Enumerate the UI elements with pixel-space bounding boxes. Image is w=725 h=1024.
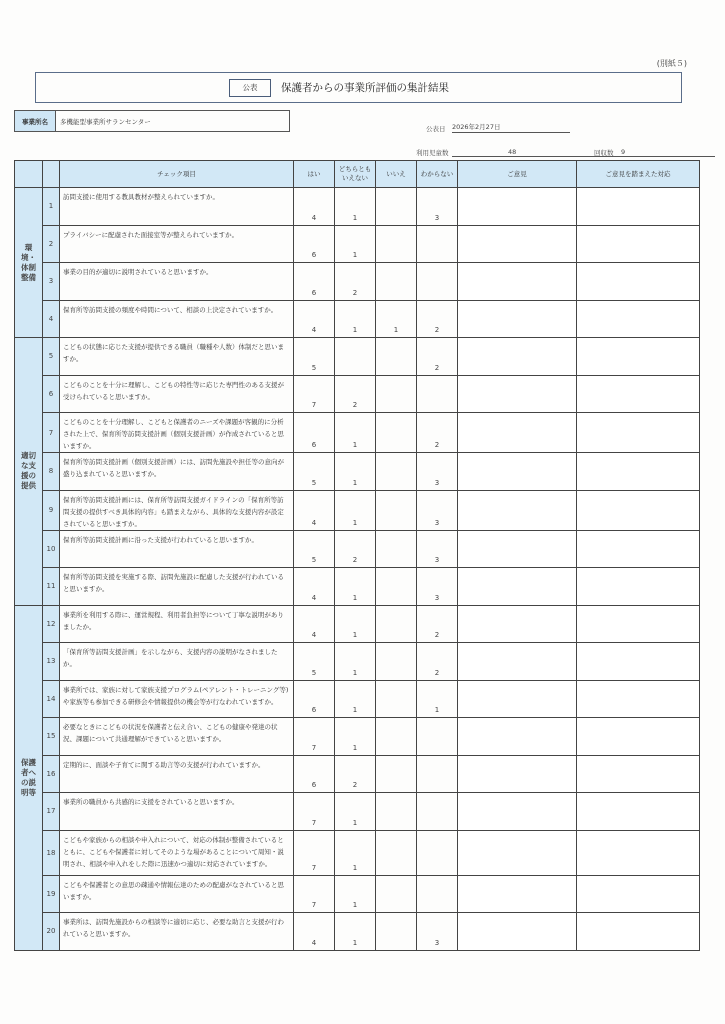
response-cell — [577, 643, 700, 681]
unknown-count — [417, 793, 458, 831]
table-row — [15, 413, 700, 453]
publish-date-value: 2026年2月27日 — [452, 123, 501, 131]
table-row — [15, 875, 700, 913]
response-cell — [577, 338, 700, 376]
row-number: 13 — [43, 643, 60, 681]
table-row — [15, 263, 700, 301]
row-number: 6 — [43, 375, 60, 413]
yes-count: 5 — [294, 530, 335, 568]
unknown-count — [417, 263, 458, 301]
question-text: 事業所では、家族に対して家族支援プログラム(ペアレント・トレーニング等)や家族等も参加できる研修会や情報提供の機会等が行なわれていますか。 — [60, 680, 294, 718]
opinion-cell — [458, 913, 577, 951]
yes-count: 4 — [294, 913, 335, 951]
no-count — [376, 338, 417, 376]
header-unknown: わからない — [417, 161, 458, 188]
opinion-cell — [458, 530, 577, 568]
header-number — [43, 161, 60, 188]
row-number: 20 — [43, 913, 60, 951]
response-cell — [577, 188, 700, 226]
table-row — [15, 375, 700, 413]
table-row — [15, 453, 700, 491]
office-name: 多機能型事業所サランセンター — [60, 117, 151, 126]
question-text: 「保育所等訪問支援計画」を示しながら、支援内容の説明がなされましたか。 — [60, 643, 294, 681]
yes-count: 6 — [294, 413, 335, 453]
neither-count: 2 — [335, 755, 376, 793]
opinion-cell — [458, 875, 577, 913]
opinion-cell — [458, 225, 577, 263]
response-cell — [577, 718, 700, 756]
table-row — [15, 680, 700, 718]
no-count — [376, 568, 417, 606]
opinion-cell — [458, 680, 577, 718]
table-body — [15, 188, 700, 951]
no-count — [376, 605, 417, 643]
unknown-count: 2 — [417, 643, 458, 681]
row-number: 8 — [43, 453, 60, 491]
row-number: 7 — [43, 413, 60, 453]
neither-count: 1 — [335, 188, 376, 226]
row-number: 18 — [43, 830, 60, 875]
neither-count: 1 — [335, 605, 376, 643]
office-box — [14, 110, 290, 132]
row-number: 3 — [43, 263, 60, 301]
no-count — [376, 530, 417, 568]
opinion-cell — [458, 568, 577, 606]
unknown-count — [417, 755, 458, 793]
table-row — [15, 755, 700, 793]
neither-count: 1 — [335, 300, 376, 338]
opinion-cell — [458, 490, 577, 530]
neither-count: 1 — [335, 453, 376, 491]
yes-count: 4 — [294, 188, 335, 226]
neither-count — [335, 338, 376, 376]
row-number: 5 — [43, 338, 60, 376]
response-cell — [577, 530, 700, 568]
unknown-count — [417, 375, 458, 413]
question-text: こどものことを十分理解し、こどもと保護者のニーズや課題が客観的に分析された上で、保育所等訪問支援計画（個別支援計画）が作成されていると思いますか。 — [60, 413, 294, 453]
unknown-count: 3 — [417, 913, 458, 951]
response-cell — [577, 605, 700, 643]
question-text: 保育所等訪問支援計画（個別支援計画）には、訪問先施設や担任等の意向が盛り込まれていると思いますか。 — [60, 453, 294, 491]
unknown-count — [417, 875, 458, 913]
yes-count: 5 — [294, 643, 335, 681]
header-neither: どちらとも いえない — [335, 161, 376, 188]
unknown-count: 2 — [417, 605, 458, 643]
no-count — [376, 755, 417, 793]
neither-count: 1 — [335, 643, 376, 681]
page-title: 保護者からの事業所評価の集計結果 — [281, 82, 449, 94]
neither-count: 1 — [335, 490, 376, 530]
unknown-count: 3 — [417, 188, 458, 226]
row-number: 14 — [43, 680, 60, 718]
category-label: 環境・体制整備 — [15, 188, 43, 338]
neither-count: 1 — [335, 225, 376, 263]
users-value: 48 — [508, 148, 517, 156]
header-yes: はい — [294, 161, 335, 188]
response-cell — [577, 680, 700, 718]
unknown-count: 2 — [417, 338, 458, 376]
no-count — [376, 643, 417, 681]
table-row — [15, 568, 700, 606]
no-count — [376, 830, 417, 875]
row-number: 19 — [43, 875, 60, 913]
unknown-count: 1 — [417, 680, 458, 718]
response-cell — [577, 263, 700, 301]
response-cell — [577, 453, 700, 491]
yes-count: 7 — [294, 793, 335, 831]
question-text: 事業所は、訪問先施設からの相談等に適切に応じ、必要な助言と支援が行われていると思いますか。 — [60, 913, 294, 951]
row-number: 9 — [43, 490, 60, 530]
opinion-cell — [458, 605, 577, 643]
yes-count: 7 — [294, 375, 335, 413]
no-count — [376, 875, 417, 913]
yes-count: 4 — [294, 605, 335, 643]
yes-count: 7 — [294, 830, 335, 875]
response-cell — [577, 793, 700, 831]
table-row — [15, 605, 700, 643]
counts-line — [452, 146, 715, 157]
response-cell — [577, 490, 700, 530]
question-text: 保育所等訪問支援計画には、保育所等訪問支援ガイドラインの「保育所等訪問支援の提供すべき具体的内容」も踏まえながら、具体的な支援内容が設定されていると思いますか。 — [60, 490, 294, 530]
opinion-cell — [458, 413, 577, 453]
row-number: 17 — [43, 793, 60, 831]
responses-label: 回収数 — [594, 149, 614, 157]
question-text: こどものことを十分に理解し、こどもの特性等に応じた専門性のある支援が受けられていると思いますか。 — [60, 375, 294, 413]
yes-count: 6 — [294, 680, 335, 718]
table-row — [15, 643, 700, 681]
opinion-cell — [458, 338, 577, 376]
yes-count: 6 — [294, 225, 335, 263]
publish-date-label: 公表日 — [426, 125, 446, 133]
opinion-cell — [458, 263, 577, 301]
response-cell — [577, 913, 700, 951]
row-number: 12 — [43, 605, 60, 643]
header-opinion: ご意見 — [458, 161, 577, 188]
opinion-cell — [458, 755, 577, 793]
title-box — [35, 72, 682, 103]
no-count — [376, 375, 417, 413]
public-badge: 公表 — [229, 79, 271, 97]
table-row — [15, 338, 700, 376]
table-row — [15, 300, 700, 338]
table-row — [15, 490, 700, 530]
row-number: 10 — [43, 530, 60, 568]
neither-count: 1 — [335, 913, 376, 951]
neither-count: 2 — [335, 263, 376, 301]
table-row — [15, 793, 700, 831]
no-count — [376, 490, 417, 530]
response-cell — [577, 755, 700, 793]
table-header-row — [15, 161, 700, 188]
yes-count: 7 — [294, 718, 335, 756]
table-row — [15, 530, 700, 568]
table-row — [15, 913, 700, 951]
unknown-count: 3 — [417, 568, 458, 606]
opinion-cell — [458, 453, 577, 491]
neither-count: 1 — [335, 568, 376, 606]
yes-count: 4 — [294, 568, 335, 606]
no-count — [376, 225, 417, 263]
no-count — [376, 718, 417, 756]
header-no: いいえ — [376, 161, 417, 188]
no-count: 1 — [376, 300, 417, 338]
publish-date-field — [452, 122, 570, 133]
response-cell — [577, 830, 700, 875]
opinion-cell — [458, 300, 577, 338]
users-label: 利用児童数 — [416, 149, 449, 157]
response-cell — [577, 225, 700, 263]
no-count — [376, 793, 417, 831]
response-cell — [577, 875, 700, 913]
neither-count: 2 — [335, 530, 376, 568]
question-text: 事業の目的が適切に説明されていると思いますか。 — [60, 263, 294, 301]
header-response: ご意見を踏まえた対応 — [577, 161, 700, 188]
question-text: 事業所の職員から共感的に支援をされていると思いますか。 — [60, 793, 294, 831]
table-row — [15, 188, 700, 226]
question-text: 定期的に、面談や子育てに関する助言等の支援が行われていますか。 — [60, 755, 294, 793]
yes-count: 5 — [294, 453, 335, 491]
row-number: 11 — [43, 568, 60, 606]
row-number: 15 — [43, 718, 60, 756]
no-count — [376, 913, 417, 951]
yes-count: 6 — [294, 755, 335, 793]
question-text: 事業所を利用する際に、運営規程、利用者負担等について丁寧な説明がありましたか。 — [60, 605, 294, 643]
yes-count: 6 — [294, 263, 335, 301]
unknown-count: 3 — [417, 530, 458, 568]
question-text: 必要なときにこどもの状況を保護者と伝え合い、こどもの健康や発達の状況、課題について共通理解ができていると思いますか。 — [60, 718, 294, 756]
opinion-cell — [458, 375, 577, 413]
opinion-cell — [458, 643, 577, 681]
appendix-label: (別紙５) — [656, 59, 687, 68]
responses-value: 9 — [621, 148, 626, 156]
yes-count: 4 — [294, 490, 335, 530]
unknown-count: 3 — [417, 453, 458, 491]
unknown-count: 2 — [417, 413, 458, 453]
office-label: 事業所名 — [15, 111, 56, 131]
unknown-count: 3 — [417, 490, 458, 530]
question-text: 保育所等訪問支援計画に沿った支援が行われていると思いますか。 — [60, 530, 294, 568]
question-text: こどもの状態に応じた支援が提供できる職員（職種や人数）体制だと思いますか。 — [60, 338, 294, 376]
opinion-cell — [458, 188, 577, 226]
unknown-count: 2 — [417, 300, 458, 338]
question-text: こどもや家族からの相談や申入れについて、対応の体制が整備されているとともに、こどもや保護者に対してそのような場があることについて周知・説明され、相談や申入れをした際に迅速かつ適切に対応されていますか。 — [60, 830, 294, 875]
opinion-cell — [458, 830, 577, 875]
neither-count: 1 — [335, 830, 376, 875]
neither-count: 1 — [335, 793, 376, 831]
neither-count: 1 — [335, 413, 376, 453]
table-row — [15, 225, 700, 263]
question-text: こどもや保護者との意思の疎通や情報伝達のための配慮がなされていると思いますか。 — [60, 875, 294, 913]
no-count — [376, 188, 417, 226]
neither-count: 1 — [335, 680, 376, 718]
yes-count: 7 — [294, 875, 335, 913]
neither-count: 2 — [335, 375, 376, 413]
question-text: 訪問支援に使用する教具教材が整えられていますか。 — [60, 188, 294, 226]
no-count — [376, 263, 417, 301]
evaluation-table — [14, 160, 700, 951]
response-cell — [577, 375, 700, 413]
response-cell — [577, 300, 700, 338]
unknown-count — [417, 225, 458, 263]
no-count — [376, 680, 417, 718]
category-label: 適切な支援の提供 — [15, 338, 43, 606]
response-cell — [577, 568, 700, 606]
yes-count: 4 — [294, 300, 335, 338]
question-text: 保育所等訪問支援を実施する際、訪問先施設に配慮した支援が行われていると思いますか。 — [60, 568, 294, 606]
row-number: 2 — [43, 225, 60, 263]
row-number: 16 — [43, 755, 60, 793]
header-item: チェック項目 — [60, 161, 294, 188]
header-category — [15, 161, 43, 188]
unknown-count — [417, 830, 458, 875]
row-number: 4 — [43, 300, 60, 338]
response-cell — [577, 413, 700, 453]
opinion-cell — [458, 718, 577, 756]
table-row — [15, 830, 700, 875]
category-label: 保護者への説明等 — [15, 605, 43, 950]
unknown-count — [417, 718, 458, 756]
no-count — [376, 413, 417, 453]
no-count — [376, 453, 417, 491]
neither-count: 1 — [335, 718, 376, 756]
table-row — [15, 718, 700, 756]
neither-count: 1 — [335, 875, 376, 913]
opinion-cell — [458, 793, 577, 831]
yes-count: 5 — [294, 338, 335, 376]
row-number: 1 — [43, 188, 60, 226]
question-text: 保育所等訪問支援の頻度や時間について、相談の上決定されていますか。 — [60, 300, 294, 338]
question-text: プライバシーに配慮された面接室等が整えられていますか。 — [60, 225, 294, 263]
